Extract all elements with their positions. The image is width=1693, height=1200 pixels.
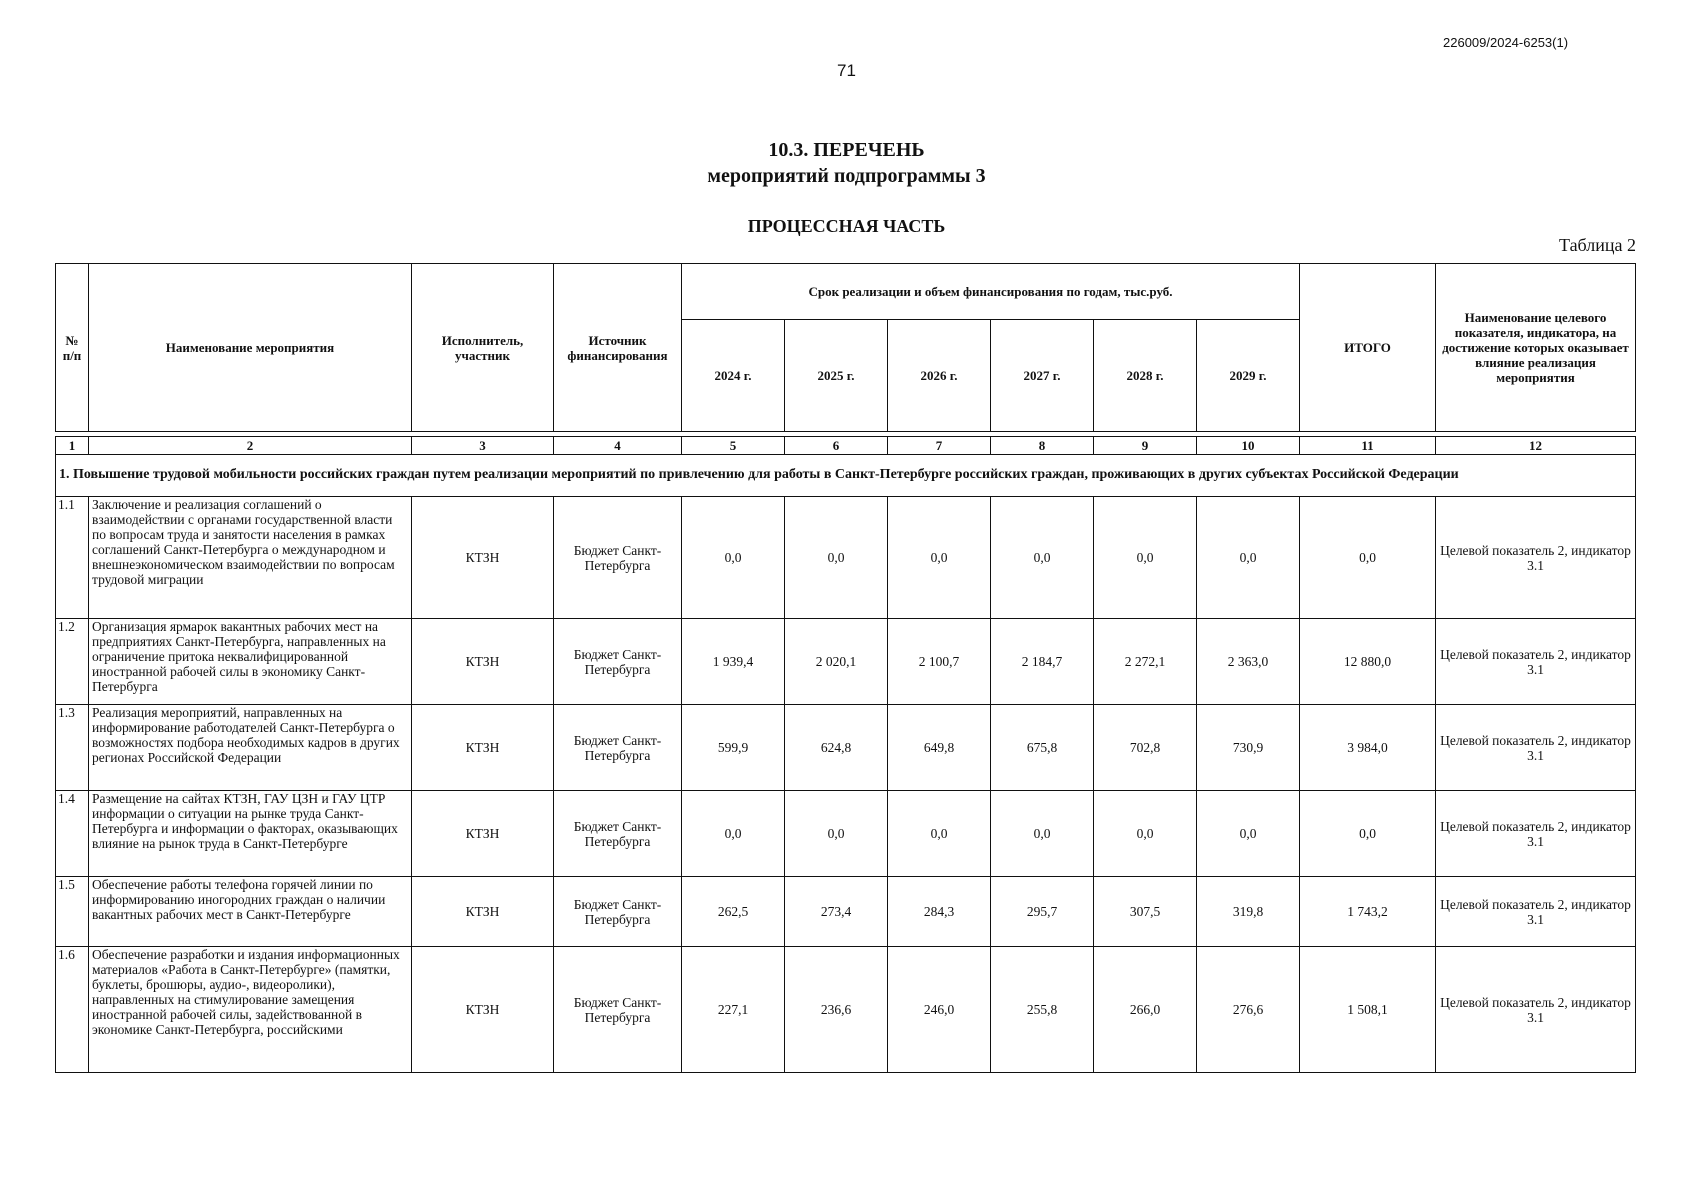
year-amount: 2 100,7 [888,619,991,705]
year-amount: 0,0 [682,791,785,877]
header-total: ИТОГО [1300,264,1436,432]
activity-name: Заключение и реализация соглашений о взаимодействии с органами государственной власти по вопросам труда и занятости населения в рамках соглашений Санкт-Петербурга о международном и внешнеэкономическом взаимодействии по вопросам трудовой миграции [89,497,412,619]
header-indicator: Наименование целевого показателя, индикатора, на достижение которых оказывает влияние реализация мероприятия [1436,264,1636,432]
header-year: 2027 г. [991,320,1094,432]
section-title: 10.3. ПЕРЕЧЕНЬ [768,139,925,161]
column-number: 5 [682,437,785,455]
header-funding-source: Источник финансирования [554,264,682,432]
year-amount: 319,8 [1197,877,1300,947]
year-amount: 276,6 [1197,947,1300,1073]
activity-name: Реализация мероприятий, направленных на информирование работодателей Санкт-Петербурга о возможностях подбора необходимых кадров в других регионах Российской Федерации [89,705,412,791]
header-activity-name: Наименование мероприятия [89,264,412,432]
executor: КТЗН [412,877,554,947]
year-amount: 227,1 [682,947,785,1073]
column-number: 9 [1094,437,1197,455]
executor: КТЗН [412,947,554,1073]
funding-source: Бюджет Санкт-Петербурга [554,947,682,1073]
table-row [56,947,1636,1073]
year-amount: 1 939,4 [682,619,785,705]
year-amount: 0,0 [1197,791,1300,877]
column-number: 1 [56,437,89,455]
year-amount: 262,5 [682,877,785,947]
indicator: Целевой показатель 2, индикатор 3.1 [1436,791,1636,877]
column-number: 8 [991,437,1094,455]
table-row [56,705,1636,791]
activity-name: Обеспечение разработки и издания информационных материалов «Работа в Санкт-Петербурге» (памятки, буклеты, брошюры, аудио-, видеоролики), направленных на стимулирование замещения иностранной рабочей силы, задействованной в экономике Санкт-Петербурга, российскими [89,947,412,1073]
activities-table [55,263,1636,1073]
year-amount: 2 184,7 [991,619,1094,705]
year-amount: 246,0 [888,947,991,1073]
executor: КТЗН [412,791,554,877]
row-number: 1.4 [56,791,89,877]
indicator: Целевой показатель 2, индикатор 3.1 [1436,705,1636,791]
executor: КТЗН [412,619,554,705]
funding-source: Бюджет Санкт-Петербурга [554,619,682,705]
year-amount: 2 363,0 [1197,619,1300,705]
header-year: 2029 г. [1197,320,1300,432]
year-amount: 266,0 [1094,947,1197,1073]
year-amount: 0,0 [1094,497,1197,619]
year-amount: 675,8 [991,705,1094,791]
document-registration-number: 226009/2024-6253(1) [1443,35,1569,50]
indicator: Целевой показатель 2, индикатор 3.1 [1436,877,1636,947]
year-amount: 0,0 [785,791,888,877]
year-amount: 0,0 [682,497,785,619]
row-number: 1.6 [56,947,89,1073]
total-amount: 12 880,0 [1300,619,1436,705]
header-number: № п/п [56,264,89,432]
year-amount: 599,9 [682,705,785,791]
total-amount: 0,0 [1300,791,1436,877]
header-year: 2026 г. [888,320,991,432]
year-amount: 649,8 [888,705,991,791]
year-amount: 0,0 [785,497,888,619]
year-amount: 2 020,1 [785,619,888,705]
column-number: 6 [785,437,888,455]
year-amount: 2 272,1 [1094,619,1197,705]
funding-source: Бюджет Санкт-Петербурга [554,877,682,947]
column-number: 3 [412,437,554,455]
year-amount: 255,8 [991,947,1094,1073]
table-row [56,619,1636,705]
column-number: 11 [1300,437,1436,455]
column-number: 7 [888,437,991,455]
header-executor: Исполнитель, участник [412,264,554,432]
year-amount: 0,0 [888,497,991,619]
table-label: Таблица 2 [1559,235,1636,255]
activity-name: Размещение на сайтах КТЗН, ГАУ ЦЗН и ГАУ ЦТР информации о ситуации на рынке труда Санкт-Петербурга и информации о факторах, оказывающих влияние на рынок труда в Санкт-Петербурге [89,791,412,877]
year-amount: 284,3 [888,877,991,947]
funding-source: Бюджет Санкт-Петербурга [554,705,682,791]
year-amount: 0,0 [991,791,1094,877]
year-amount: 295,7 [991,877,1094,947]
column-number: 2 [89,437,412,455]
header-year: 2028 г. [1094,320,1197,432]
executor: КТЗН [412,497,554,619]
year-amount: 307,5 [1094,877,1197,947]
year-amount: 0,0 [888,791,991,877]
executor: КТЗН [412,705,554,791]
header-year: 2025 г. [785,320,888,432]
row-number: 1.5 [56,877,89,947]
total-amount: 1 743,2 [1300,877,1436,947]
header-period: Срок реализации и объем финансирования по годам, тыс.руб. [682,264,1300,320]
funding-source: Бюджет Санкт-Петербурга [554,791,682,877]
table-row [56,497,1636,619]
part-title: ПРОЦЕССНАЯ ЧАСТЬ [747,216,946,236]
page-number: 71 [837,61,856,80]
row-number: 1.1 [56,497,89,619]
table-row [56,877,1636,947]
year-amount: 273,4 [785,877,888,947]
activity-name: Обеспечение работы телефона горячей линии по информированию иногородних граждан о наличии вакантных рабочих мест в Санкт-Петербурге [89,877,412,947]
year-amount: 0,0 [1094,791,1197,877]
funding-source: Бюджет Санкт-Петербурга [554,497,682,619]
year-amount: 730,9 [1197,705,1300,791]
year-amount: 236,6 [785,947,888,1073]
row-number: 1.2 [56,619,89,705]
year-amount: 0,0 [1197,497,1300,619]
table-row [56,791,1636,877]
indicator: Целевой показатель 2, индикатор 3.1 [1436,947,1636,1073]
year-amount: 624,8 [785,705,888,791]
activity-name: Организация ярмарок вакантных рабочих мест на предприятиях Санкт-Петербурга, направленных на ограничение притока неквалифицированной иностранной рабочей силы в экономику Санкт-Петербурга [89,619,412,705]
indicator: Целевой показатель 2, индикатор 3.1 [1436,497,1636,619]
column-number: 10 [1197,437,1300,455]
column-number: 12 [1436,437,1636,455]
year-amount: 702,8 [1094,705,1197,791]
year-amount: 0,0 [991,497,1094,619]
total-amount: 0,0 [1300,497,1436,619]
section-subtitle: мероприятий подпрограммы 3 [707,165,986,187]
section-heading: 1. Повышение трудовой мобильности российских граждан путем реализации мероприятий по привлечению для работы в Санкт-Петербурге российских граждан, проживающих в других субъектах Российской Федерации [56,455,1636,497]
row-number: 1.3 [56,705,89,791]
header-year: 2024 г. [682,320,785,432]
total-amount: 1 508,1 [1300,947,1436,1073]
total-amount: 3 984,0 [1300,705,1436,791]
indicator: Целевой показатель 2, индикатор 3.1 [1436,619,1636,705]
column-number: 4 [554,437,682,455]
